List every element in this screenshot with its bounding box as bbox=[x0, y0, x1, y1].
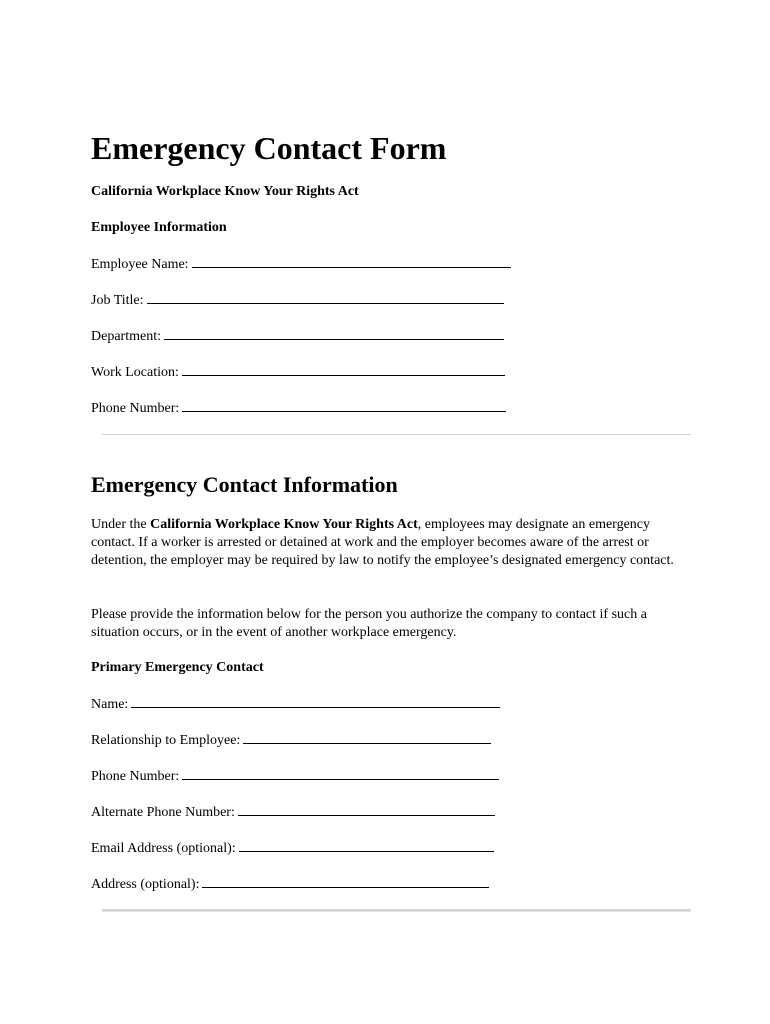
address-label: Address (optional): bbox=[91, 877, 200, 892]
employee-info-heading: Employee Information bbox=[91, 220, 227, 235]
alt-phone-field[interactable] bbox=[91, 803, 495, 822]
email-blank[interactable] bbox=[239, 839, 494, 852]
employee-name-field[interactable] bbox=[91, 255, 511, 274]
email-field[interactable] bbox=[91, 839, 494, 858]
contact-phone-label: Phone Number: bbox=[91, 769, 180, 784]
contact-name-label: Name: bbox=[91, 697, 129, 712]
emergency-info-heading: Emergency Contact Information bbox=[91, 472, 398, 497]
primary-contact-heading: Primary Emergency Contact bbox=[91, 660, 264, 675]
contact-name-blank[interactable] bbox=[131, 695, 500, 708]
para1-suffix: , employees may designate an emergency contact. If a worker is arrested or detained at work and the employer becomes aware of the arrest or detention, the employer may be required by law to notify the employee’s designated emergency contact. bbox=[91, 517, 674, 568]
department-blank[interactable] bbox=[164, 327, 504, 340]
act-name-subtitle: California Workplace Know Your Rights Act bbox=[91, 184, 359, 199]
job-title-blank[interactable] bbox=[147, 291, 504, 304]
contact-phone-blank[interactable] bbox=[182, 767, 499, 780]
authorization-paragraph: Please provide the information below for the person you authorize the company to contact if such a situation occurs, or in the event of another workplace emergency. bbox=[91, 607, 647, 640]
bottom-divider bbox=[102, 909, 691, 912]
section-divider bbox=[102, 434, 691, 435]
work-location-label: Work Location: bbox=[91, 365, 179, 380]
page-title: Emergency Contact Form bbox=[91, 130, 447, 166]
employee-phone-label: Phone Number: bbox=[91, 401, 180, 416]
alt-phone-label: Alternate Phone Number: bbox=[91, 805, 235, 820]
contact-phone-field[interactable] bbox=[91, 767, 499, 786]
alt-phone-blank[interactable] bbox=[238, 803, 495, 816]
rights-act-paragraph bbox=[91, 516, 681, 570]
address-blank[interactable] bbox=[202, 875, 489, 888]
employee-name-blank[interactable] bbox=[192, 255, 511, 268]
job-title-label: Job Title: bbox=[91, 293, 144, 308]
employee-phone-field[interactable] bbox=[91, 399, 506, 418]
para1-act-name: California Workplace Know Your Rights Act bbox=[150, 517, 418, 532]
employee-phone-blank[interactable] bbox=[182, 399, 506, 412]
address-field[interactable] bbox=[91, 875, 489, 894]
relationship-field[interactable] bbox=[91, 731, 491, 750]
department-label: Department: bbox=[91, 329, 161, 344]
relationship-label: Relationship to Employee: bbox=[91, 733, 241, 748]
work-location-blank[interactable] bbox=[182, 363, 505, 376]
department-field[interactable] bbox=[91, 327, 504, 346]
email-label: Email Address (optional): bbox=[91, 841, 236, 856]
para1-prefix: Under the bbox=[91, 517, 151, 532]
job-title-field[interactable] bbox=[91, 291, 504, 310]
contact-name-field[interactable] bbox=[91, 695, 500, 714]
work-location-field[interactable] bbox=[91, 363, 505, 382]
employee-name-label: Employee Name: bbox=[91, 257, 189, 272]
relationship-blank[interactable] bbox=[243, 731, 491, 744]
